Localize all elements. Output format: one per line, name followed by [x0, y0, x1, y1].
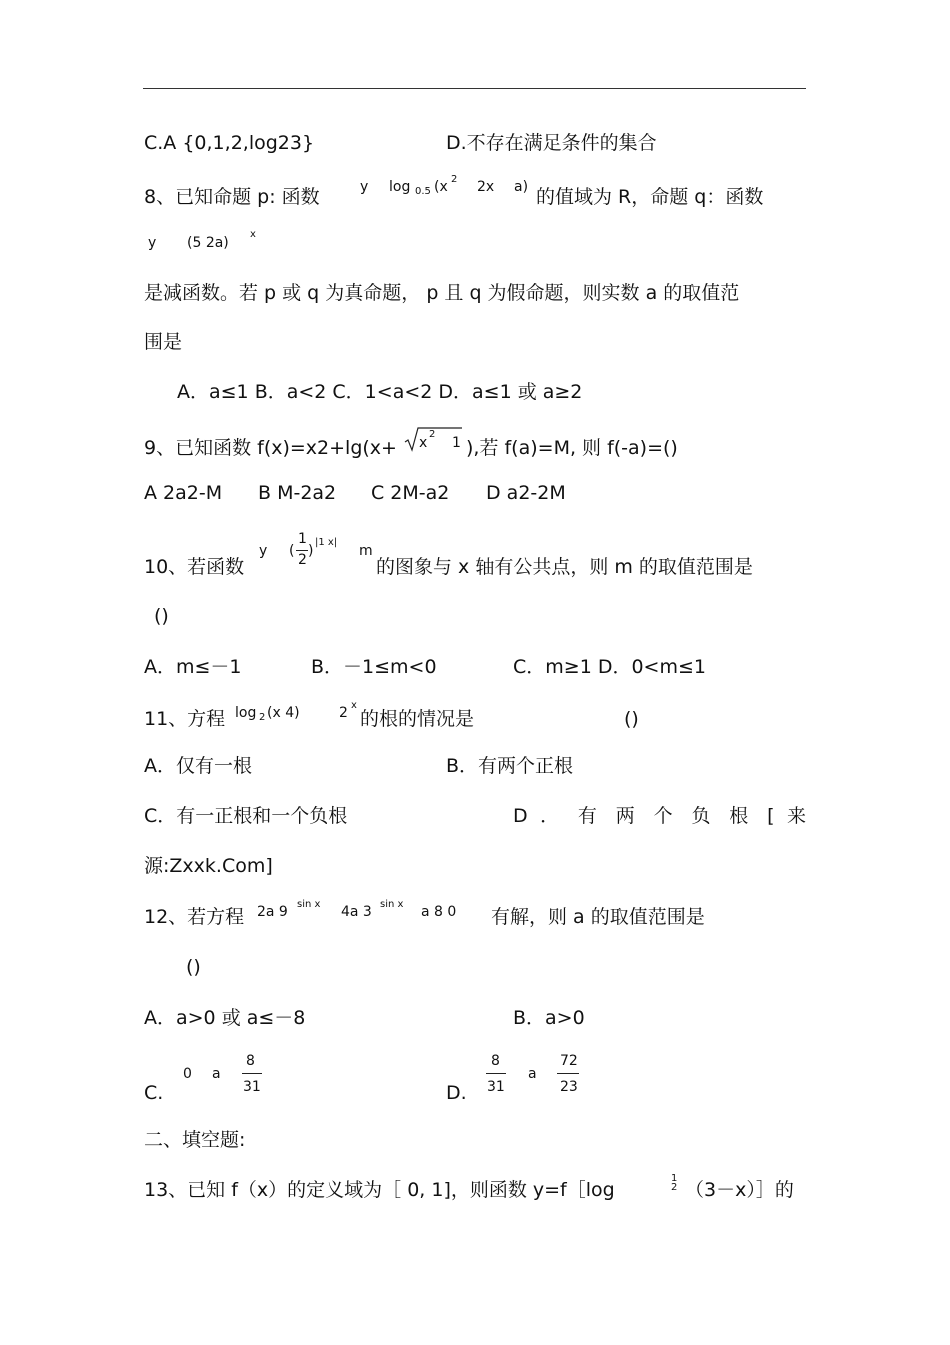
q8-prefix: 8、已知命题 p: 函数 — [144, 186, 320, 208]
q8-f1-base: 0.5 — [415, 186, 431, 197]
q13-exp: 1 2 — [671, 1173, 678, 1193]
q9-sqrt-sq: 2 — [429, 429, 436, 440]
q10-paren-r: ) — [308, 543, 314, 559]
q12-exp2: sin x — [380, 899, 404, 910]
q11-option-b: B．有两个正根 — [446, 755, 574, 777]
q8-f2-exp: x — [250, 229, 256, 240]
q10-den: 2 — [298, 552, 307, 568]
q12-suffix: 有解，则 a 的取值范围是 — [491, 906, 705, 928]
q9-sqrt-x: x — [419, 435, 428, 451]
q11-blank: () — [624, 708, 639, 730]
q11-arg: (x 4) — [267, 705, 300, 721]
q8-f1-open: (x — [434, 179, 448, 195]
q12-option-d-label: D. — [446, 1082, 467, 1104]
q10-prefix: 10、若函数 — [144, 556, 245, 578]
q10-blank: () — [154, 605, 169, 627]
q12-option-c-a: a — [212, 1066, 221, 1082]
q12-option-d-num2: 72 — [560, 1053, 578, 1069]
q8-f2-y: y — [148, 235, 157, 251]
q12-term2: 4a 3 — [341, 904, 372, 920]
q8-mid: 的值域为 R，命题 q：函数 — [536, 186, 764, 208]
q8-line3: 是减函数。若 p 或 q 为真命题， p 且 q 为假命题，则实数 a 的取值范 — [144, 282, 740, 304]
q12-option-c-num: 8 — [246, 1053, 255, 1069]
q11-log: log — [235, 705, 257, 721]
q10-num: 1 — [298, 531, 307, 547]
q12-option-c-zero: 0 — [183, 1066, 192, 1082]
q12-option-d-den1: 31 — [487, 1079, 505, 1095]
q9-prefix: 9、已知函数 f(x)=x2+lg(x+ — [144, 437, 397, 459]
q8-f2-body: (5 2a) — [187, 235, 229, 251]
q12-option-d-den2: 23 — [560, 1079, 578, 1095]
q11-option-d: D ． 有 两 个 负 根 [ 来 — [513, 805, 806, 827]
q10-option-cd: C．m≥1 D．0<m≤1 — [513, 656, 706, 678]
q9-option-d: D a2-2M — [486, 482, 566, 504]
q7-option-c: C.A {0,1,2,log23} — [144, 132, 315, 154]
q8-f1-log: log — [389, 179, 411, 195]
q12-option-c-bar — [242, 1073, 262, 1074]
q11-option-a: A．仅有一根 — [144, 755, 252, 777]
q12-exp1: sin x — [297, 899, 321, 910]
section-heading: 二、填空题: — [144, 1129, 246, 1151]
q10-y: y — [259, 543, 268, 559]
q8-line4: 围是 — [144, 331, 183, 353]
q9-option-c: C 2M-a2 — [371, 482, 450, 504]
q12-option-a: A．a>0 或 a≤－8 — [144, 1007, 306, 1029]
q13-tail: （3－x）］的 — [685, 1179, 794, 1201]
q12-option-c-label: C. — [144, 1082, 164, 1104]
q12-blank: () — [186, 956, 201, 978]
q12-prefix: 12、若方程 — [144, 906, 245, 928]
q9-suffix: ),若 f(a)=M, 则 f(-a)=() — [466, 437, 678, 459]
q12-option-d-num1: 8 — [491, 1053, 500, 1069]
q8-f1-a: a) — [514, 179, 529, 195]
q11-prefix: 11、方程 — [144, 708, 226, 730]
q10-paren-l: ( — [289, 543, 295, 559]
q11-suffix: 的根的情况是 — [360, 708, 475, 730]
q9-option-a: A 2a2-M — [144, 482, 223, 504]
q10-fraction-bar — [296, 550, 308, 551]
q12-term1: 2a 9 — [257, 904, 288, 920]
q8-options: A．a≤1 B．a<2 C．1<a<2 D．a≤1 或 a≥2 — [177, 381, 583, 403]
q10-option-a: A．m≤－1 — [144, 656, 242, 678]
q8-f1-2x: 2x — [477, 179, 495, 195]
q12-term3: a 8 0 — [421, 904, 457, 920]
q12-option-b: B．a>0 — [513, 1007, 585, 1029]
q9-option-b: B M-2a2 — [258, 482, 337, 504]
q10-exp: |1 x| — [315, 537, 338, 548]
header-rule — [143, 88, 806, 89]
q12-option-d-bar2 — [557, 1073, 579, 1074]
q11-base: 2 — [259, 712, 266, 723]
q13-text: 13、已知 f（x）的定义域为［ 0, 1]，则函数 y=f［log — [144, 1179, 615, 1201]
q7-option-d: D.不存在满足条件的集合 — [446, 132, 657, 154]
q8-f1-sq: 2 — [451, 174, 458, 185]
q10-suffix: 的图象与 x 轴有公共点，则 m 的取值范围是 — [376, 556, 753, 578]
q11-option-c: C．有一正根和一个负根 — [144, 805, 348, 827]
q12-option-d-a: a — [528, 1066, 537, 1082]
q11-source: 源:Zxxk.Com] — [144, 855, 273, 877]
q10-option-b: B．－1≤m<0 — [311, 656, 437, 678]
q11-rhs: 2 — [339, 705, 348, 721]
q11-rhs-exp: x — [351, 700, 357, 711]
q12-option-c-den: 31 — [243, 1079, 261, 1095]
q8-f1-y: y — [360, 179, 369, 195]
q12-option-d-bar1 — [486, 1073, 506, 1074]
q10-m: m — [359, 543, 373, 559]
q9-sqrt-1: 1 — [452, 435, 461, 451]
